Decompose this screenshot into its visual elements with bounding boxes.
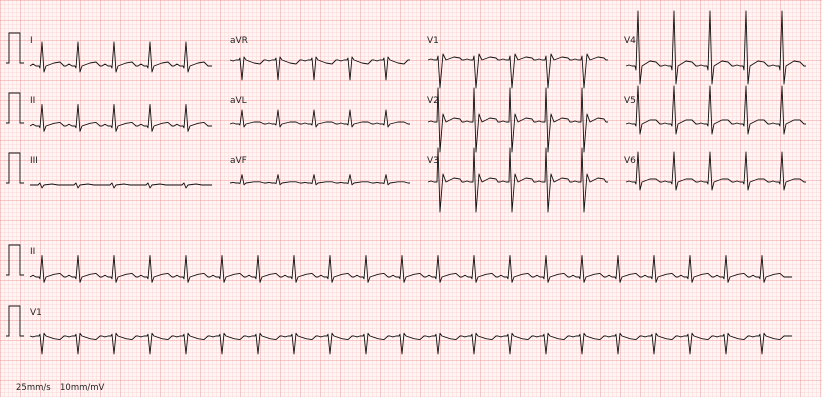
lead-label-v4: V4 (624, 36, 636, 46)
lead-label-avr: aVR (230, 36, 248, 46)
lead-label-v2: V2 (427, 96, 439, 106)
lead-label-v6: V6 (624, 156, 636, 166)
rhythm-label-v1: V1 (30, 308, 42, 318)
lead-label-avf: aVF (230, 156, 247, 166)
gain-setting: 10mm/mV (60, 383, 105, 393)
rhythm-label-ii: II (30, 247, 36, 257)
paper-speed: 25mm/s (16, 383, 51, 393)
lead-label-v1: V1 (427, 36, 439, 46)
lead-label-i: I (30, 36, 33, 46)
lead-label-ii: II (30, 96, 36, 106)
lead-label-iii: III (30, 156, 38, 166)
lead-label-avl: aVL (230, 96, 247, 106)
lead-label-v3: V3 (427, 156, 439, 166)
lead-label-v5: V5 (624, 96, 636, 106)
